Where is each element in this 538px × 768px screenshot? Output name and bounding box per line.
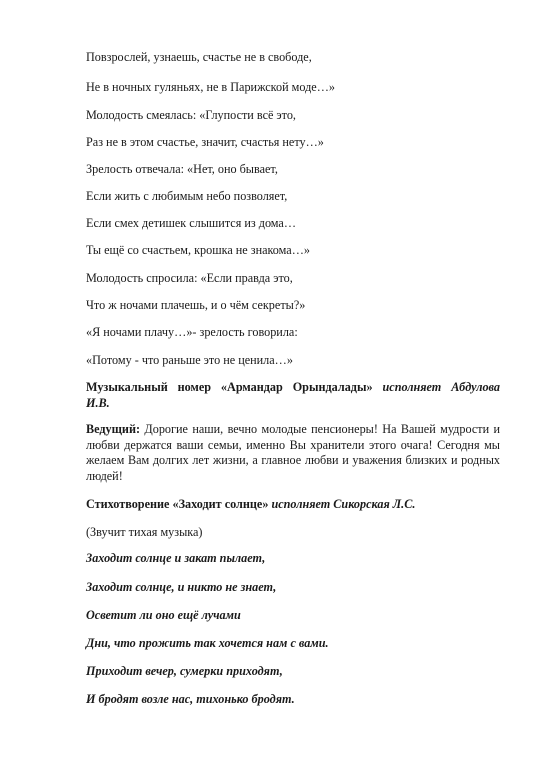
dialogue-line: Повзрослей, узнаешь, счастье не в свободе, [86,50,312,64]
dialogue-line: Что ж ночами плачешь, и о чём секреты?» [86,298,306,312]
poem-line: Дни, что прожить так хочется нам с вами. [86,636,329,650]
music-number-performer-initials: И.В. [86,396,110,410]
music-number-heading [86,379,500,411]
dialogue-line: «Потому - что раньше это не ценила…» [86,353,293,367]
poem-line: И бродят возле нас, тихонько бродят. [86,692,295,706]
host-label: Ведущий: [86,422,141,436]
stage-note: (Звучит тихая музыка) [86,525,203,539]
dialogue-line: Молодость спросила: «Если правда это, [86,271,293,285]
dialogue-line: «Я ночами плачу…»- зрелость говорила: [86,325,298,339]
music-number-performer: исполняет Абдулова [382,380,500,394]
dialogue-line: Зрелость отвечала: «Нет, оно бывает, [86,162,278,176]
poem-number-performer: исполняет Сикорская Л.С. [271,497,416,511]
dialogue-line: Если смех детишек слышится из дома… [86,216,297,230]
dialogue-line: Раз не в этом счастье, значит, счастья нету…» [86,135,324,149]
poem-number-label: Стихотворение «Заходит солнце» [86,497,269,511]
poem-line: Заходит солнце и закат пылает, [86,551,266,565]
dialogue-line: Ты ещё со счастьем, крошка не знакома…» [86,243,310,257]
poem-line: Заходит солнце, и никто не знает, [86,580,277,594]
poem-line: Приходит вечер, сумерки приходят, [86,664,283,678]
music-number-label: Музыкальный номер «Армандар Орындалады» [86,380,373,394]
host-paragraph [86,422,500,484]
host-text: Дорогие наши, вечно молодые пенсионеры! На Вашей мудрости и любви держатся ваши семьи, именно Вы хранители этого очага! Сегодня мы желаем Вам долгих лет жизни, а главное любви и уважения близких и родных людей! [86,422,501,483]
dialogue-line: Не в ночных гуляньях, не в Парижской моде…» [86,80,335,94]
dialogue-line: Если жить с любимым небо позволяет, [86,189,288,203]
poem-line: Осветит ли оно ещё лучами [86,608,241,622]
poem-number-heading [86,497,415,512]
dialogue-line: Молодость смеялась: «Глупости всё это, [86,108,296,122]
